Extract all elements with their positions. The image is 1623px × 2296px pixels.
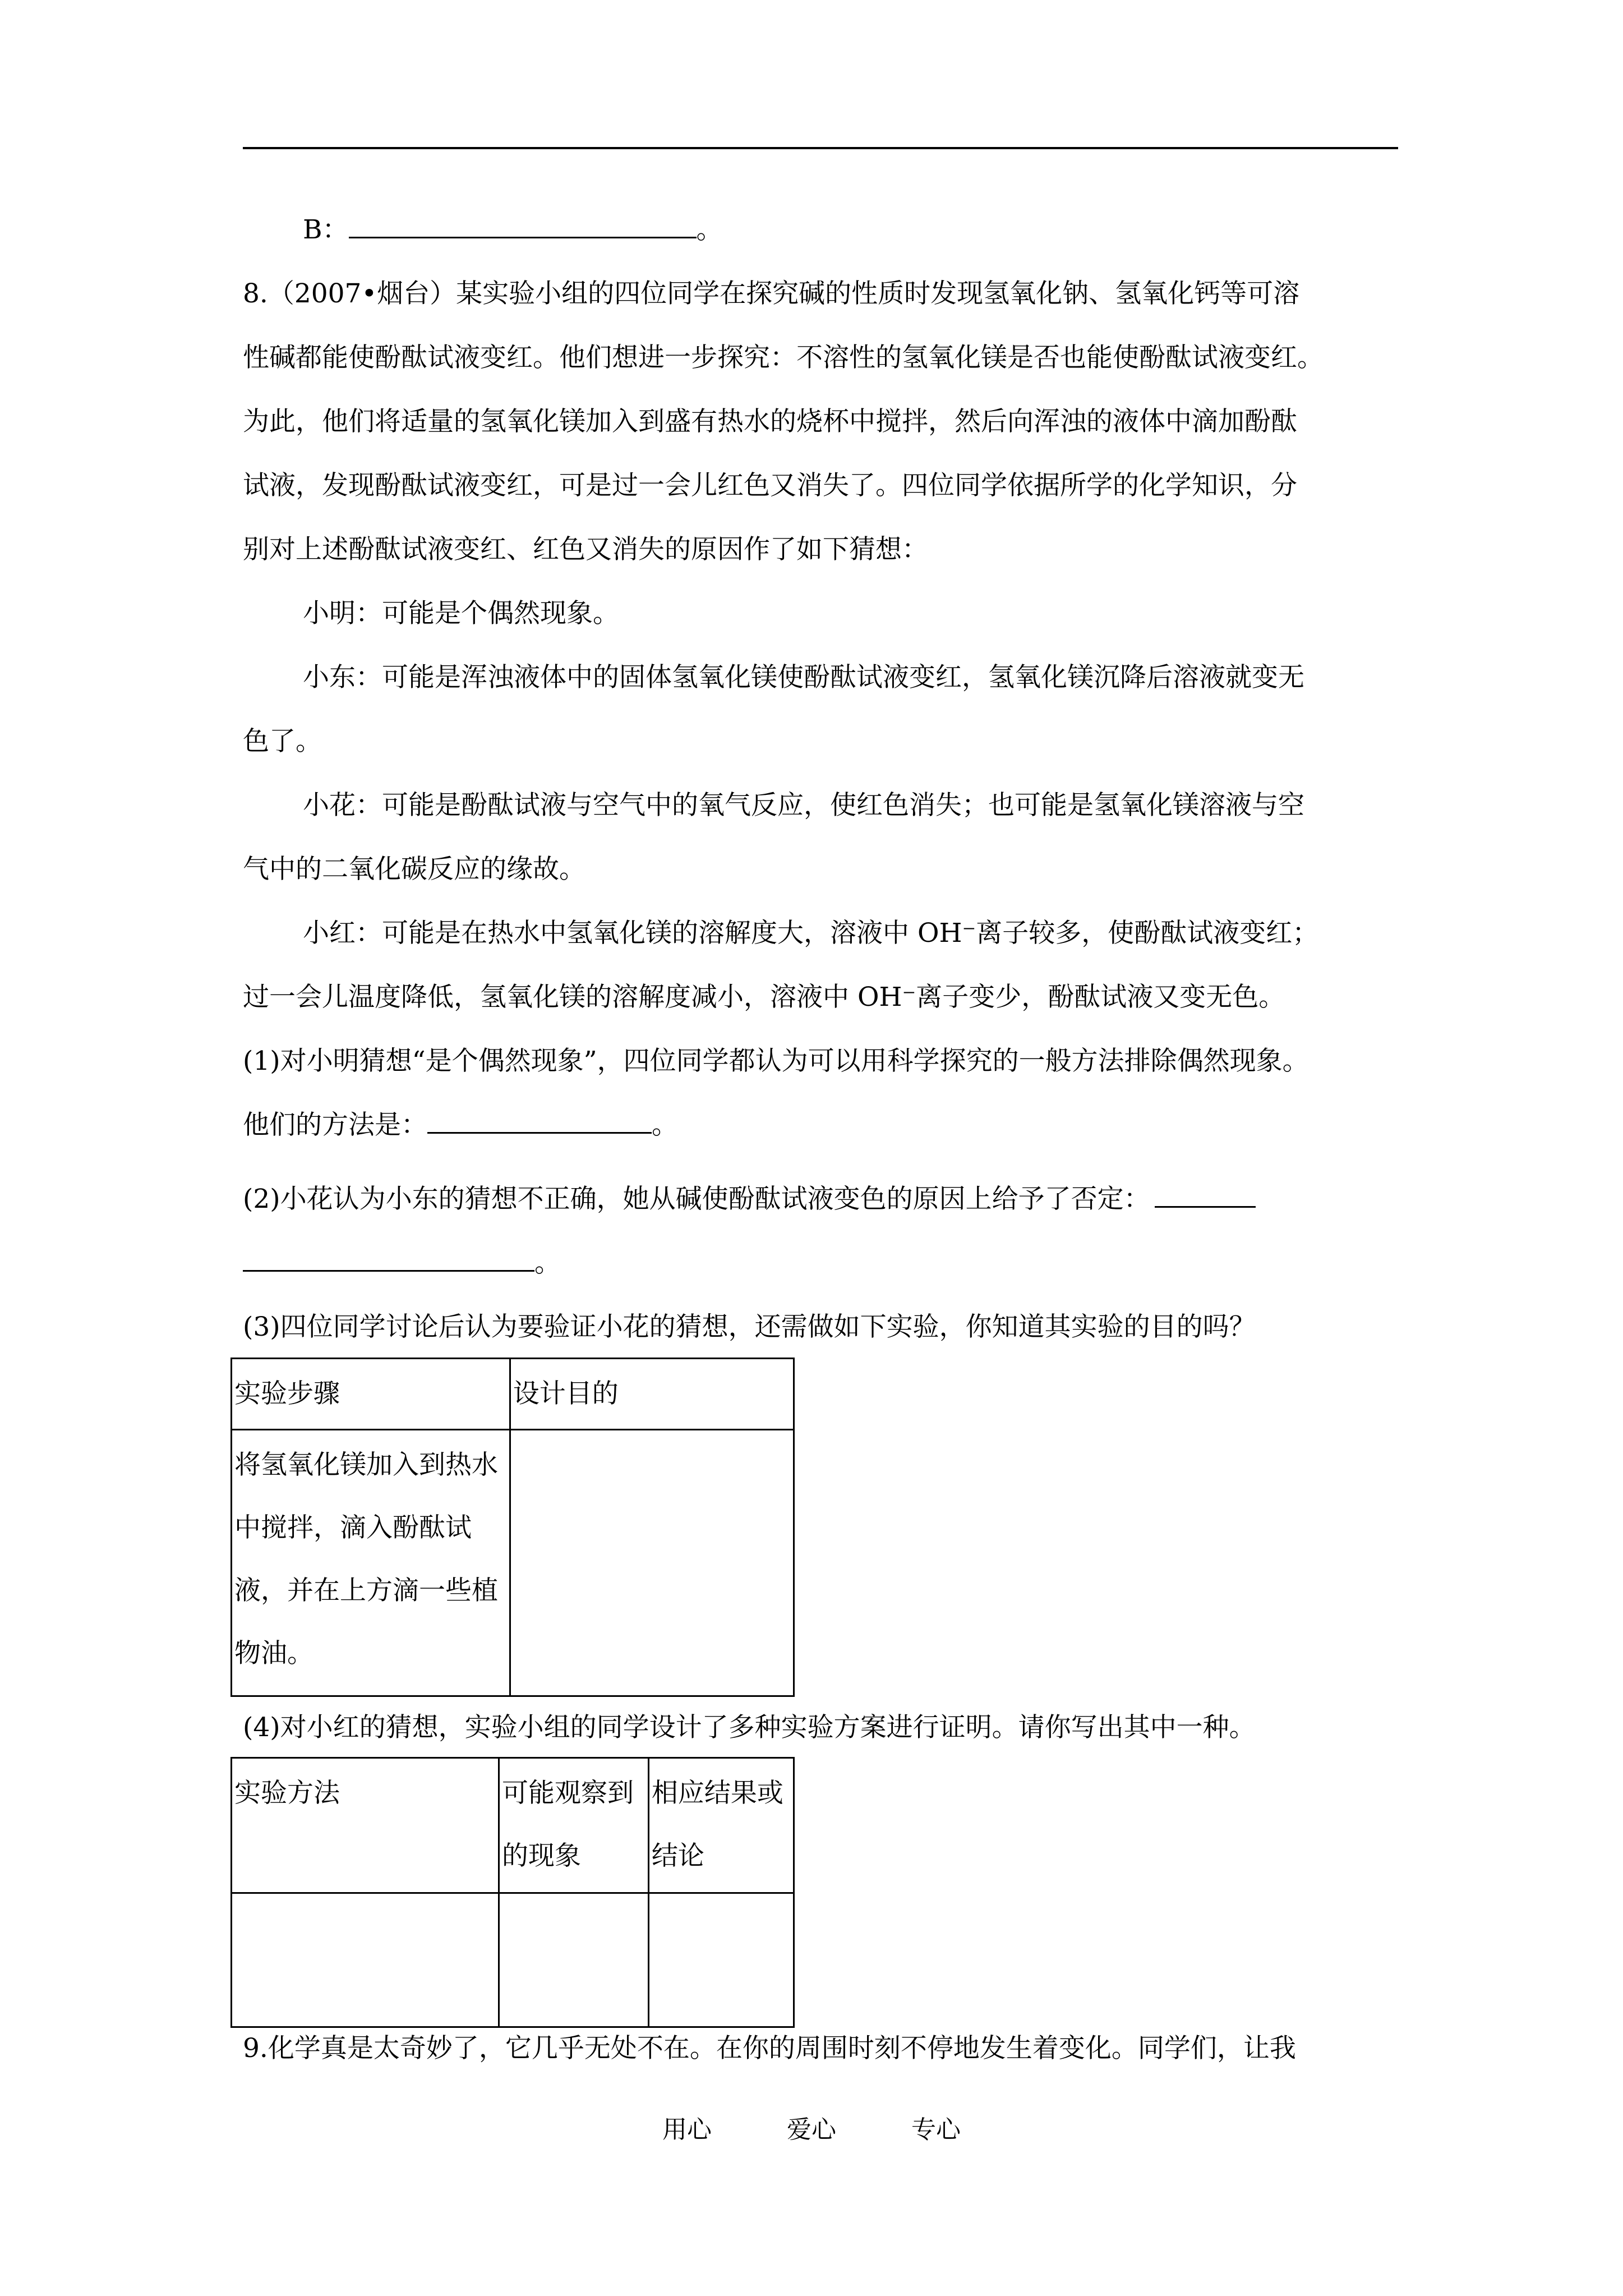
answer-line-b: B： 。 bbox=[303, 214, 723, 245]
table1-header-purpose: 设计目的 bbox=[510, 1359, 794, 1430]
table2-header-method: 实验方法 bbox=[232, 1758, 499, 1893]
answer-blank-b[interactable] bbox=[349, 214, 697, 238]
footer-text-2: 爱心 bbox=[787, 2115, 836, 2144]
guess-xiaoming: 小明：可能是个偶然现象。 bbox=[303, 598, 619, 629]
q8-line-3: 为此，他们将适量的氢氧化镁加入到盛有热水的烧杯中搅拌，然后向浑浊的液体中滴加酚酞 bbox=[243, 406, 1297, 437]
table2-conclusion-cell[interactable] bbox=[648, 1893, 794, 2027]
guess-xiaohua-2: 气中的二氧化碳反应的缘故。 bbox=[243, 854, 585, 885]
q8-line-2: 性碱都能使酚酞试液变红。他们想进一步探究：不溶性的氢氧化镁是否也能使酚酞试液变红。 bbox=[243, 342, 1324, 373]
sub-question-2-continued: 。 bbox=[243, 1246, 561, 1280]
q8-line-4: 试液，发现酚酞试液变红，可是过一会儿红色又消失了。四位同学依据所学的化学知识，分 bbox=[243, 470, 1297, 501]
sub-question-1-answer: 他们的方法是： 。 bbox=[243, 1110, 678, 1140]
guess-xiaohong-2: 过一会儿温度降低，氢氧化镁的溶解度减小，溶液中 OH⁻离子变少，酚酞试液又变无色。 bbox=[243, 982, 1285, 1013]
footer-text-1: 用心 bbox=[662, 2115, 712, 2144]
table1-purpose-cell[interactable] bbox=[510, 1430, 794, 1696]
guess-xiaohong-1: 小红：可能是在热水中氢氧化镁的溶解度大，溶液中 OH⁻离子较多，使酚酞试液变红； bbox=[303, 918, 1319, 949]
header-rule bbox=[243, 147, 1398, 149]
q9-line-1: 9.化学真是太奇妙了，它几乎无处不在。在你的周围时刻不停地发生着变化。同学们，让我 bbox=[243, 2033, 1296, 2064]
table1-step-cell: 将氢氧化镁加入到热水中搅拌，滴入酚酞试液，并在上方滴一些植物油。 bbox=[232, 1430, 510, 1696]
q8-line-1: 8.（2007•烟台）某实验小组的四位同学在探究碱的性质时发现氢氧化钠、氢氧化钙等可溶 bbox=[243, 278, 1300, 309]
table2-header-conclusion: 相应结果或结论 bbox=[648, 1758, 794, 1893]
table2-method-cell[interactable] bbox=[232, 1893, 499, 2027]
table2-header-phenomenon: 可能观察到的现象 bbox=[499, 1758, 648, 1893]
answer-blank-2a[interactable] bbox=[1155, 1184, 1256, 1208]
answer-blank-2b[interactable] bbox=[243, 1248, 534, 1272]
guess-xiaohua-1: 小花：可能是酚酞试液与空气中的氧气反应，使红色消失；也可能是氢氧化镁溶液与空 bbox=[303, 790, 1304, 821]
sub-question-1: (1)对小明猜想“是个偶然现象”，四位同学都认为可以用科学探究的一般方法排除偶然现象。 bbox=[243, 1046, 1309, 1076]
table2-phenomenon-cell[interactable] bbox=[499, 1893, 648, 2027]
sub-question-3: (3)四位同学讨论后认为要验证小花的猜想，还需做如下实验，你知道其实验的目的吗？ bbox=[243, 1312, 1256, 1342]
experiment-table-2 bbox=[230, 1757, 795, 2028]
footer-text-3: 专心 bbox=[911, 2115, 961, 2144]
page-footer bbox=[0, 2109, 1623, 2145]
answer-blank-1[interactable] bbox=[427, 1110, 652, 1134]
guess-xiaodong-1: 小东：可能是浑浊液体中的固体氢氧化镁使酚酞试液变红，氢氧化镁沉降后溶液就变无 bbox=[303, 662, 1304, 693]
experiment-table-1 bbox=[230, 1358, 795, 1697]
q8-line-5: 别对上述酚酞试液变红、红色又消失的原因作了如下猜想： bbox=[243, 534, 928, 565]
guess-xiaodong-2: 色了。 bbox=[243, 726, 322, 757]
sub-question-2: (2)小花认为小东的猜想不正确，她从碱使酚酞试液变色的原因上给予了否定： bbox=[243, 1182, 1256, 1216]
sub-question-4: (4)对小红的猜想，实验小组的同学设计了多种实验方案进行证明。请你写出其中一种。 bbox=[243, 1712, 1256, 1743]
table1-header-step: 实验步骤 bbox=[232, 1359, 510, 1430]
